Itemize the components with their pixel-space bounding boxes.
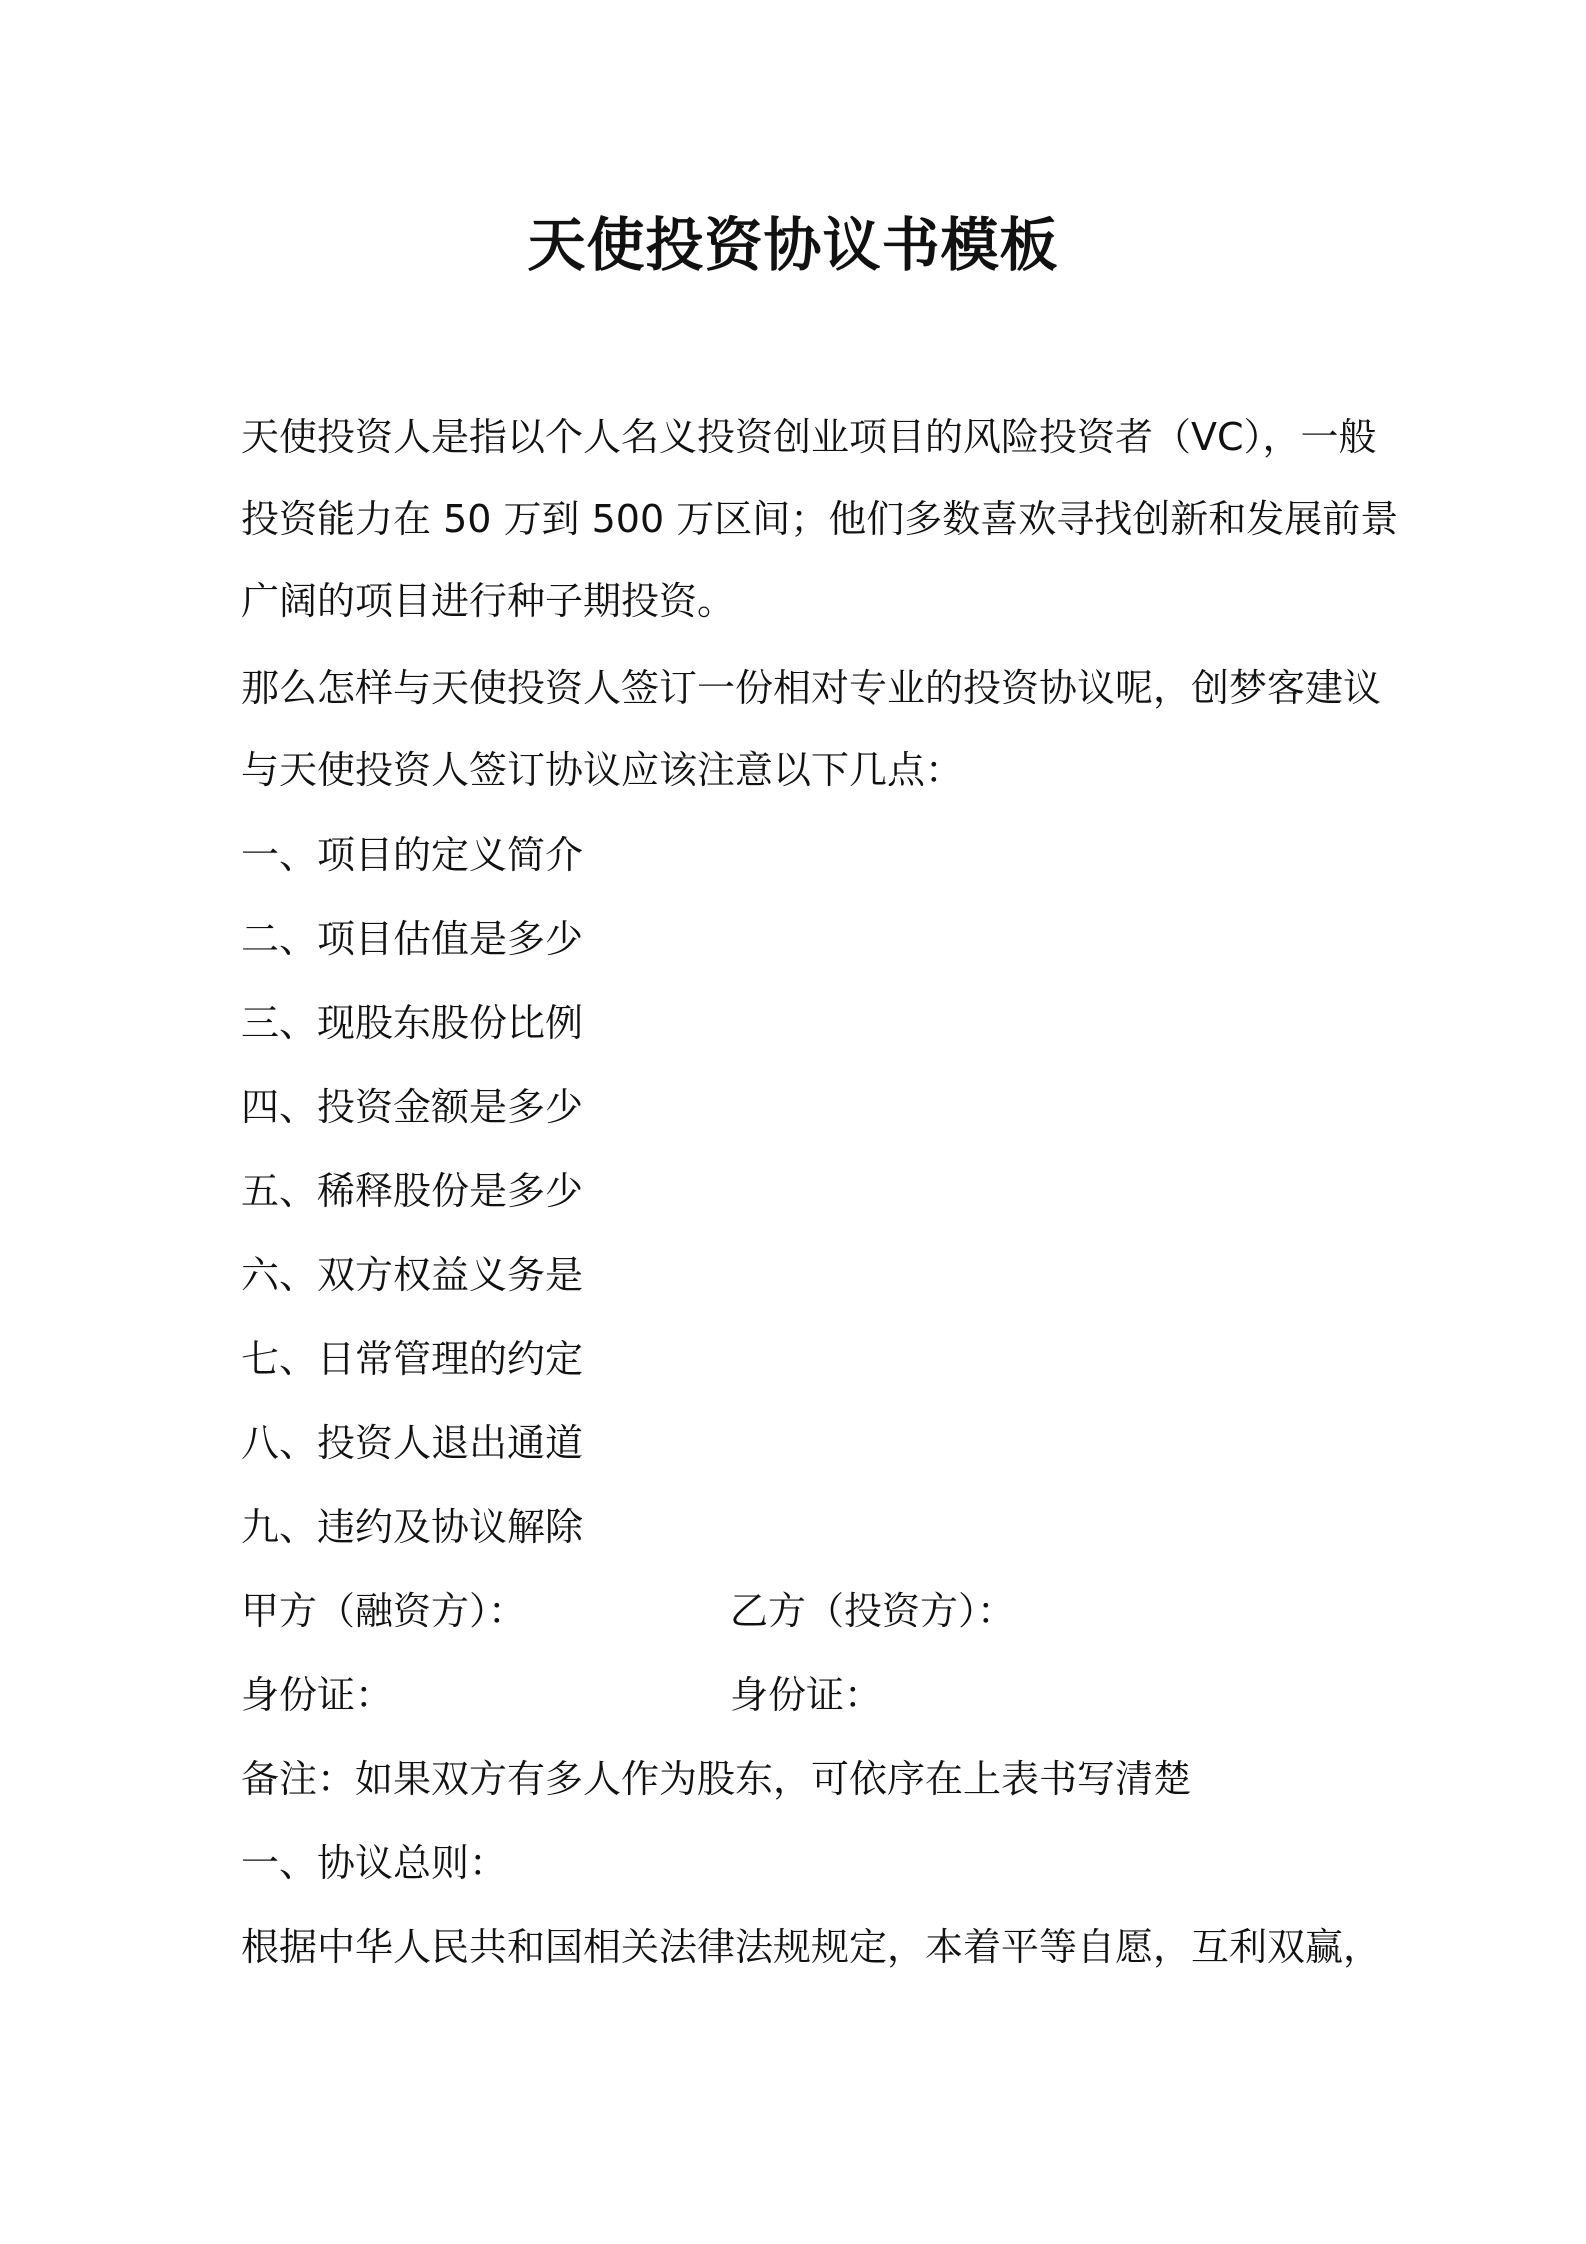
- note-text: 备注：如果双方有多人作为股东，可依序在上表书写清楚: [241, 1757, 1192, 1801]
- point-item-5: 五、稀释股份是多少: [241, 1169, 584, 1213]
- intro-line-1: 天使投资人是指以个人名义投资创业项目的风险投资者（VC），一般: [241, 415, 1377, 459]
- point-item-6: 六、双方权益义务是: [241, 1253, 584, 1297]
- point-item-7: 七、日常管理的约定: [241, 1337, 584, 1381]
- section-heading: 一、协议总则：: [241, 1841, 508, 1885]
- id-b-label: 身份证：: [730, 1673, 883, 1717]
- point-item-1: 一、项目的定义简介: [241, 833, 584, 877]
- intro-line-3: 广阔的项目进行种子期投资。: [241, 579, 736, 623]
- point-item-9: 九、违约及协议解除: [241, 1505, 584, 1549]
- intro-line-4: 那么怎样与天使投资人签订一份相对专业的投资协议呢，创梦客建议: [241, 666, 1382, 710]
- party-b-label: 乙方（投资方）：: [730, 1589, 1016, 1633]
- section-body-line: 根据中华人民共和国相关法律法规规定，本着平等自愿，互利双赢，: [241, 1925, 1382, 1969]
- id-a-label: 身份证：: [241, 1673, 394, 1717]
- intro-line-2: 投资能力在 50 万到 500 万区间；他们多数喜欢寻找创新和发展前景: [241, 497, 1399, 541]
- point-item-3: 三、现股东股份比例: [241, 1001, 584, 1045]
- point-item-2: 二、项目估值是多少: [241, 917, 584, 961]
- document-title: 天使投资协议书模板: [527, 211, 1059, 279]
- party-a-label: 甲方（融资方）：: [241, 1589, 527, 1633]
- intro-line-5: 与天使投资人签订协议应该注意以下几点：: [241, 748, 964, 792]
- point-item-8: 八、投资人退出通道: [241, 1421, 584, 1465]
- point-item-4: 四、投资金额是多少: [241, 1085, 584, 1129]
